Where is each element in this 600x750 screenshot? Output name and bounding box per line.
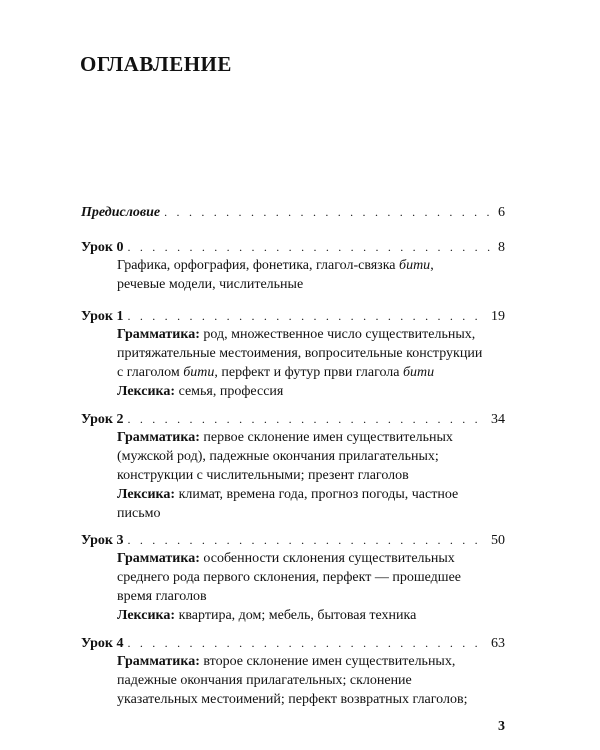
- page-number: 3: [498, 719, 505, 734]
- description-line: [117, 428, 517, 447]
- toc-entry-description: [117, 325, 517, 401]
- description-line: [117, 652, 517, 671]
- toc-entry: [81, 238, 505, 257]
- description-text: бити: [183, 365, 215, 380]
- toc-entry: [81, 531, 505, 550]
- description-line: [117, 325, 517, 344]
- toc-entry-title: Урок 3: [81, 533, 124, 548]
- description-line: [117, 256, 517, 275]
- description-text: указательных местоимений; перфект возвратных глаголов;: [117, 692, 468, 707]
- description-line: [117, 275, 517, 294]
- section-label: Лексика:: [117, 487, 176, 502]
- section-label: Грамматика:: [117, 327, 200, 342]
- toc-entry-description: [117, 652, 517, 709]
- description-text: бити: [403, 365, 435, 380]
- description-text: падежные окончания прилагательных; склонение: [117, 673, 412, 688]
- description-text: Графика, орфография, фонетика, глагол-связка: [117, 258, 400, 273]
- description-line: [117, 447, 517, 466]
- section-label: Грамматика:: [117, 551, 200, 566]
- toc-entry-description: [117, 428, 517, 523]
- description-text: семья, профессия: [175, 384, 284, 399]
- description-text: (мужской род), падежные окончания прилагательных;: [117, 449, 439, 464]
- dot-leader: [127, 531, 487, 549]
- dot-leader: [127, 634, 487, 652]
- description-line: [117, 485, 517, 504]
- dot-leader: [127, 410, 487, 428]
- description-text: письмо: [117, 506, 161, 521]
- description-line: [117, 690, 517, 709]
- description-line: [117, 671, 517, 690]
- dot-leader: [127, 238, 494, 256]
- description-text: конструкции с числительными; презент глаголов: [117, 468, 409, 483]
- description-text: , перфект и футур први глагола: [214, 365, 404, 380]
- description-line: [117, 587, 517, 606]
- description-text: первое склонение имен существительных: [199, 430, 453, 445]
- dot-leader: [164, 203, 494, 221]
- toc-entry-page: 50: [491, 533, 505, 548]
- description-line: [117, 363, 517, 382]
- toc-entry-page: 63: [491, 636, 505, 651]
- description-text: особенности склонения существительных: [199, 551, 455, 566]
- description-text: притяжательные местоимения, вопросительные конструкции: [117, 346, 483, 361]
- description-text: квартира, дом; мебель, бытовая техника: [175, 608, 417, 623]
- description-line: [117, 344, 517, 363]
- section-label: Лексика:: [117, 384, 176, 399]
- description-text: ,: [430, 258, 434, 273]
- toc-entry-page: 6: [498, 205, 505, 220]
- toc-entry-title: Урок 4: [81, 636, 124, 651]
- description-text: род, множественное число существительных,: [199, 327, 476, 342]
- toc-entry-description: [117, 549, 517, 625]
- toc-entry: [81, 634, 505, 653]
- toc-entry: [81, 307, 505, 326]
- description-line: [117, 549, 517, 568]
- section-label: Грамматика:: [117, 430, 200, 445]
- description-text: с глаголом: [117, 365, 184, 380]
- toc-entry: [81, 203, 505, 222]
- toc-entry: [81, 410, 505, 429]
- toc-entry-page: 19: [491, 309, 505, 324]
- toc-entry-page: 34: [491, 412, 505, 427]
- description-text: среднего рода первого склонения, перфект — прошедшее: [117, 570, 462, 585]
- description-line: [117, 382, 517, 401]
- toc-entry-title: Урок 1: [81, 309, 124, 324]
- toc-entry-description: [117, 256, 517, 294]
- description-text: время глаголов: [117, 589, 207, 604]
- section-label: Лексика:: [117, 608, 176, 623]
- description-text: второе склонение имен существительных,: [199, 654, 456, 669]
- toc-entry-title: Предисловие: [81, 205, 161, 220]
- description-text: бити: [399, 258, 431, 273]
- description-line: [117, 504, 517, 523]
- description-line: [117, 606, 517, 625]
- description-line: [117, 568, 517, 587]
- page-heading: ОГЛАВЛЕНИЕ: [80, 52, 232, 76]
- description-text: речевые модели, числительные: [117, 277, 304, 292]
- section-label: Грамматика:: [117, 654, 200, 669]
- toc-entry-title: Урок 0: [81, 240, 124, 255]
- toc-entry-page: 8: [498, 240, 505, 255]
- toc-entry-title: Урок 2: [81, 412, 124, 427]
- description-text: климат, времена года, прогноз погоды, частное: [175, 487, 459, 502]
- description-line: [117, 466, 517, 485]
- dot-leader: [127, 307, 487, 325]
